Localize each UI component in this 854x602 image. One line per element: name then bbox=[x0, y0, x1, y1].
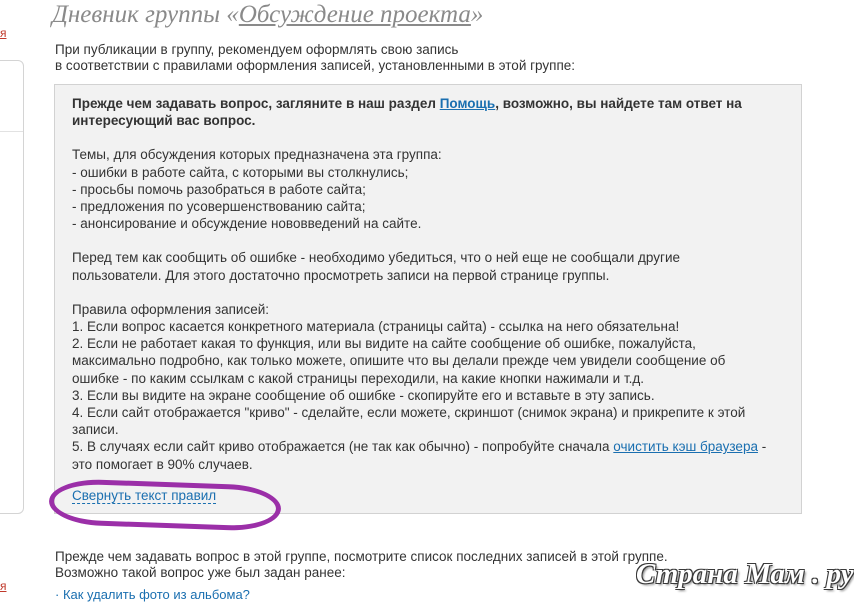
sidebar-divider bbox=[0, 131, 23, 132]
rules-content bbox=[72, 95, 772, 473]
rules-headline bbox=[72, 95, 772, 129]
rule-item bbox=[72, 438, 772, 472]
intro-text bbox=[55, 42, 575, 74]
left-column-edge bbox=[0, 0, 24, 595]
page-title bbox=[52, 1, 483, 29]
left-edge-link-bottom[interactable]: я bbox=[0, 579, 7, 593]
group-title-link[interactable]: Обсуждение проекта bbox=[238, 1, 471, 28]
rule-item: 4. Если сайт отображается "криво" - сделайте, если можете, скриншот (снимок экрана) и прикрепите к этой записи. bbox=[72, 405, 746, 438]
before-report-text: Перед тем как сообщить об ошибке - необходимо убедиться, что о ней еще не сообщали другие пользователи. Для этого достаточно просмотреть записи на первой странице группы. bbox=[72, 250, 681, 283]
rules-box bbox=[54, 84, 802, 514]
title-prefix: Дневник группы « bbox=[52, 1, 239, 28]
left-edge-link[interactable]: я bbox=[0, 26, 7, 40]
headline-text-end: , возможно, вы найдете там ответ на интересующий вас вопрос. bbox=[72, 96, 742, 129]
intro-line: При публикации в группу, рекомендуем оформлять свою запись bbox=[55, 42, 459, 57]
intro-line: в соответствии с правилами оформления записей, установленными в этой группе: bbox=[55, 58, 576, 73]
rule5-text: 5. В случаях если сайт криво отображается (не так как обычно) - попробуйте сначала bbox=[72, 439, 614, 455]
topic-item: - просьбы помочь разобраться в работе сайта; bbox=[72, 181, 366, 197]
recent-post-link[interactable]: · Как удалить фото из альбома? bbox=[55, 587, 250, 602]
recent-posts-note bbox=[55, 549, 668, 581]
title-suffix: » bbox=[470, 1, 484, 28]
topic-item: - предложения по усовершенствованию сайта; bbox=[72, 199, 366, 215]
rule-item: 2. Если не работает какая то функция, или вы видите на сайте сообщение об ошибке, пожалуйста, максимально подробно, как только можете, опишите что вы делали прежде чем увидели сообщение об ошибке - по каким ссылкам с какой страницы переходили, на какие кнопки нажимали и т.д. bbox=[72, 336, 726, 386]
rules-title: Правила оформления записей: bbox=[72, 301, 270, 317]
rule-item: 1. Если вопрос касается конкретного материала (страницы сайта) - ссылка на него обязательна! bbox=[72, 319, 680, 335]
left-sidebar-panel bbox=[0, 60, 24, 514]
topic-item: - ошибки в работе сайта, с которыми вы столкнулись; bbox=[72, 164, 409, 180]
note-line: Возможно такой вопрос уже был задан ранее: bbox=[55, 565, 346, 580]
collapse-rules-link[interactable]: Свернуть текст правил bbox=[72, 488, 217, 503]
rule5-text-end: - это помогает в 90% случаев. bbox=[72, 439, 767, 472]
topics-intro: Темы, для обсуждения которых предназначена эта группа: bbox=[72, 147, 442, 163]
help-link[interactable]: Помощь bbox=[439, 96, 496, 111]
headline-text: Прежде чем задавать вопрос, загляните в наш раздел bbox=[72, 96, 440, 111]
site-watermark: Страна Мам . ру bbox=[636, 558, 854, 590]
rule-item: 3. Если вы видите на экране сообщение об ошибке - скопируйте его и вставьте в эту запись. bbox=[72, 387, 655, 403]
clear-cache-link[interactable]: очистить кэш браузера bbox=[613, 439, 758, 455]
topic-item: - анонсирование и обсуждение нововведений на сайте. bbox=[72, 216, 422, 232]
note-line: Прежде чем задавать вопрос в этой группе, посмотрите список последних записей в этой группе. bbox=[55, 549, 668, 564]
